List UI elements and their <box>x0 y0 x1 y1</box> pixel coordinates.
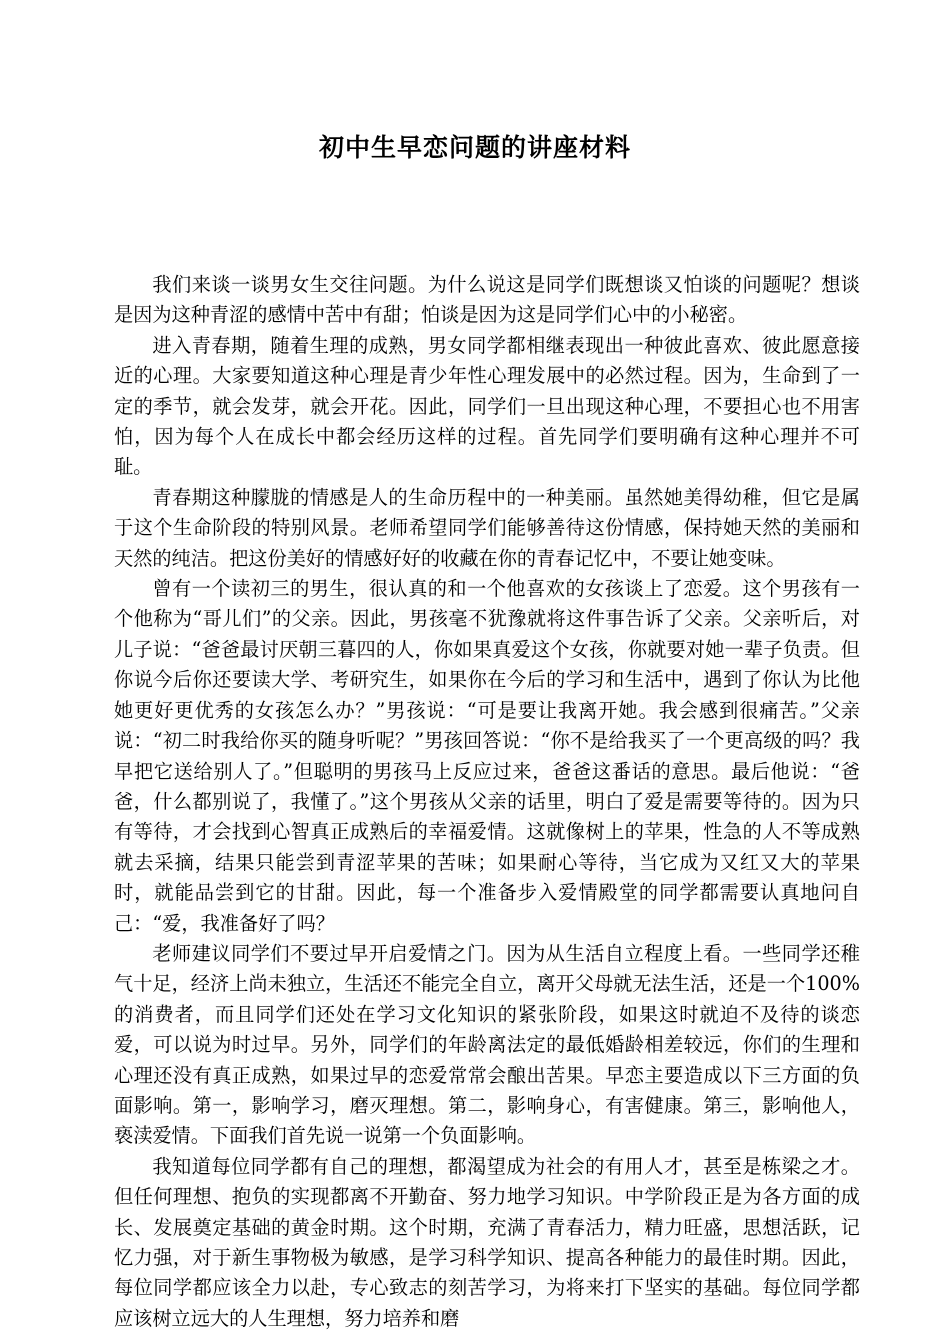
document-body <box>114 270 860 1334</box>
paragraph-2: 进入青春期，随着生理的成熟，男女同学都相继表现出一种彼此喜欢、彼此愿意接近的心理。大家要知道这种心理是青少年性心理发展中的必然过程。因为，生命到了一定的季节，就会发芽，就会开花。因此，同学们一旦出现这种心理，不要担心也不用害怕，因为每个人在成长中都会经历这样的过程。首先同学们要明确有这种心理并不可耻。 <box>114 333 860 479</box>
paragraph-1: 我们来谈一谈男女生交往问题。为什么说这是同学们既想谈又怕谈的问题呢？想谈是因为这种青涩的感情中苦中有甜；怕谈是因为这是同学们心中的小秘密。 <box>114 273 860 327</box>
paragraph-5: 老师建议同学们不要过早开启爱情之门。因为从生活自立程度上看。一些同学还稚气十足，经济上尚未独立，生活还不能完全自立，离开父母就无法生活，还是一个100%的消费者，而且同学们还处在学习文化知识的紧张阶段，如果这时就迫不及待的谈恋爱，可以说为时过早。另外，同学们的年龄离法定的最低婚龄相差较远，你们的生理和心理还没有真正成熟，如果过早的恋爱常常会酿出苦果。早恋主要造成以下三方面的负面影响。第一，影响学习，磨灭理想。第二，影响身心，有害健康。第三，影响他人，亵渎爱情。下面我们首先说一说第一个负面影响。 <box>114 941 860 1148</box>
paragraph-3: 青春期这种朦胧的情感是人的生命历程中的一种美丽。虽然她美得幼稚，但它是属于这个生命阶段的特别风景。老师希望同学们能够善待这份情感，保持她天然的美丽和天然的纯洁。把这份美好的情感好好的收藏在你的青春记忆中，不要让她变味。 <box>114 485 860 570</box>
document-title: 初中生早恋问题的讲座材料 <box>318 133 631 162</box>
paragraph-6: 我知道每位同学都有自己的理想，都渴望成为社会的有用人才，甚至是栋梁之才。但任何理想、抱负的实现都离不开勤奋、努力地学习知识。中学阶段正是为各方面的成长、发展奠定基础的黄金时期。这个时期，充满了青春活力，精力旺盛，思想活跃，记忆力强，对于新生事物极为敏感，是学习科学知识、提高各种能力的最佳时期。因此，每位同学都应该全力以赴，专心致志的刻苦学习，为将来打下坚实的基础。每位同学都应该树立远大的人生理想，努力培养和磨 <box>114 1154 860 1330</box>
paragraph-4: 曾有一个读初三的男生，很认真的和一个他喜欢的女孩谈上了恋爱。这个男孩有一个他称为“哥儿们”的父亲。因此，男孩毫不犹豫就将这件事告诉了父亲。父亲听后，对儿子说：“爸爸最讨厌朝三暮四的人，你如果真爱这个女孩，你就要对她一辈子负责。但你说今后你还要读大学、考研究生，如果你在今后的学习和生活中，遇到了你认为比他她更好更优秀的女孩怎么办？”男孩说：“可是要让我离开她。我会感到很痛苦。”父亲说：“初二时我给你买的随身听呢？”男孩回答说：“你不是给我买了一个更高级的吗？我早把它送给别人了。”但聪明的男孩马上反应过来，爸爸这番话的意思。最后他说：“爸爸，什么都别说了，我懂了。”这个男孩从父亲的话里，明白了爱是需要等待的。因为只有等待，才会找到心智真正成熟后的幸福爱情。这就像树上的苹果，性急的人不等成熟就去采摘，结果只能尝到青涩苹果的苦味；如果耐心等待，当它成为又红又大的苹果时，就能品尝到它的甘甜。因此，每一个准备步入爱情殿堂的同学都需要认真地问自己：“爱，我准备好了吗？ <box>114 577 860 935</box>
